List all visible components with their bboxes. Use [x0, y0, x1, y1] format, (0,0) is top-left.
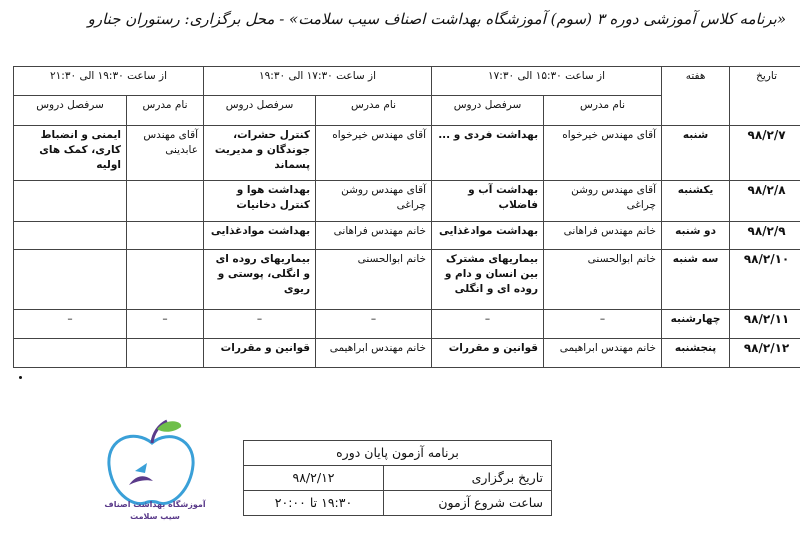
table-row — [14, 250, 800, 310]
table-row — [14, 339, 800, 368]
table-row — [14, 181, 800, 222]
col-header-slot3: از ساعت ۱۹:۳۰ الی ۲۱:۳۰ — [14, 67, 204, 96]
row-day: دو شنبه — [662, 222, 730, 250]
teacher-cell: آقای مهندس عابدینی — [127, 126, 204, 181]
teacher-cell — [127, 181, 204, 222]
row-day: شنبه — [662, 126, 730, 181]
logo-text-line2: سیب سلامت — [130, 512, 180, 521]
exam-time-value: ۱۹:۳۰ تا ۲۰:۰۰ — [244, 491, 384, 516]
teacher-cell: آقای مهندس روشن چراغی — [316, 181, 432, 222]
topic-cell: – — [204, 310, 316, 339]
topic-cell: – — [432, 310, 544, 339]
topic-cell: ایمنی و انضباط کاری، کمک های اولیه — [14, 126, 127, 181]
header-row — [14, 67, 800, 96]
table-row — [14, 126, 800, 181]
teacher-cell — [127, 250, 204, 310]
teacher-cell: خانم ابوالحسنی — [544, 250, 662, 310]
row-date: ۹۸/۲/۱۱ — [730, 310, 800, 339]
col-header-teacher: نام مدرس — [316, 96, 432, 126]
topic-cell — [14, 250, 127, 310]
row-date: ۹۸/۲/۷ — [730, 126, 800, 181]
teacher-cell: خانم ابوالحسنی — [316, 250, 432, 310]
topic-cell: کنترل حشرات، جوندگان و مدیریت پسماند — [204, 126, 316, 181]
exam-date-value: ۹۸/۲/۱۲ — [244, 466, 384, 491]
topic-cell: بهداشت فردی و ... — [432, 126, 544, 181]
exam-schedule-box — [243, 440, 552, 516]
row-date: ۹۸/۲/۹ — [730, 222, 800, 250]
topic-cell: بهداشت موادغذایی — [432, 222, 544, 250]
row-day: چهارشنبه — [662, 310, 730, 339]
col-header-topics: سرفصل دروس — [432, 96, 544, 126]
teacher-cell — [127, 222, 204, 250]
teacher-cell: خانم مهندس فراهانی — [316, 222, 432, 250]
topic-cell: بهداشت هوا و کنترل دخانیات — [204, 181, 316, 222]
row-day: پنجشنبه — [662, 339, 730, 368]
teacher-cell: آقای مهندس خیرخواه — [316, 126, 432, 181]
row-date: ۹۸/۲/۱۰ — [730, 250, 800, 310]
topic-cell: بهداشت آب و فاضلاب — [432, 181, 544, 222]
col-header-topics: سرفصل دروس — [14, 96, 127, 126]
table-row — [14, 310, 800, 339]
topic-cell — [14, 222, 127, 250]
col-header-slot2: از ساعت ۱۷:۳۰ الی ۱۹:۳۰ — [204, 67, 432, 96]
schedule-table — [13, 66, 800, 368]
row-day: یکشنبه — [662, 181, 730, 222]
teacher-cell: آقای مهندس خیرخواه — [544, 126, 662, 181]
col-header-topics: سرفصل دروس — [204, 96, 316, 126]
teacher-cell: خانم مهندس ابراهیمی — [316, 339, 432, 368]
teacher-cell: – — [127, 310, 204, 339]
topic-cell: بیماریهای روده ای و انگلی، پوستی و ریوی — [204, 250, 316, 310]
row-date: ۹۸/۲/۱۲ — [730, 339, 800, 368]
stray-dot — [19, 376, 22, 379]
teacher-cell: خانم مهندس فراهانی — [544, 222, 662, 250]
exam-date-label: تاریخ برگزاری — [384, 466, 552, 491]
row-day: سه شنبه — [662, 250, 730, 310]
teacher-cell: – — [544, 310, 662, 339]
topic-cell: – — [14, 310, 127, 339]
topic-cell: قوانین و مقررات — [204, 339, 316, 368]
document-title: «برنامه کلاس آموزشی دوره ۳ (سوم) آموزشگاه بهداشت اصناف سیب سلامت» - محل برگزاری: رستوران جنارو — [87, 10, 786, 28]
topic-cell: بیماریهای مشترک بین انسان و دام و روده ای و انگلی — [432, 250, 544, 310]
teacher-cell: خانم مهندس ابراهیمی — [544, 339, 662, 368]
row-date: ۹۸/۲/۸ — [730, 181, 800, 222]
topic-cell — [14, 339, 127, 368]
exam-title: برنامه آزمون پایان دوره — [244, 441, 552, 466]
teacher-cell: آقای مهندس روشن چراغی — [544, 181, 662, 222]
col-header-date: تاریخ — [730, 67, 800, 126]
col-header-week: هفته — [662, 67, 730, 126]
teacher-cell — [127, 339, 204, 368]
teacher-cell: – — [316, 310, 432, 339]
logo-text-line1: آموزشگاه بهداشت اصناف — [104, 500, 206, 509]
col-header-slot1: از ساعت ۱۵:۳۰ الی ۱۷:۳۰ — [432, 67, 662, 96]
exam-time-label: ساعت شروع آزمون — [384, 491, 552, 516]
col-header-teacher: نام مدرس — [127, 96, 204, 126]
topic-cell — [14, 181, 127, 222]
col-header-teacher: نام مدرس — [544, 96, 662, 126]
topic-cell: قوانین و مقررات — [432, 339, 544, 368]
topic-cell: بهداشت موادغذایی — [204, 222, 316, 250]
table-row — [14, 222, 800, 250]
